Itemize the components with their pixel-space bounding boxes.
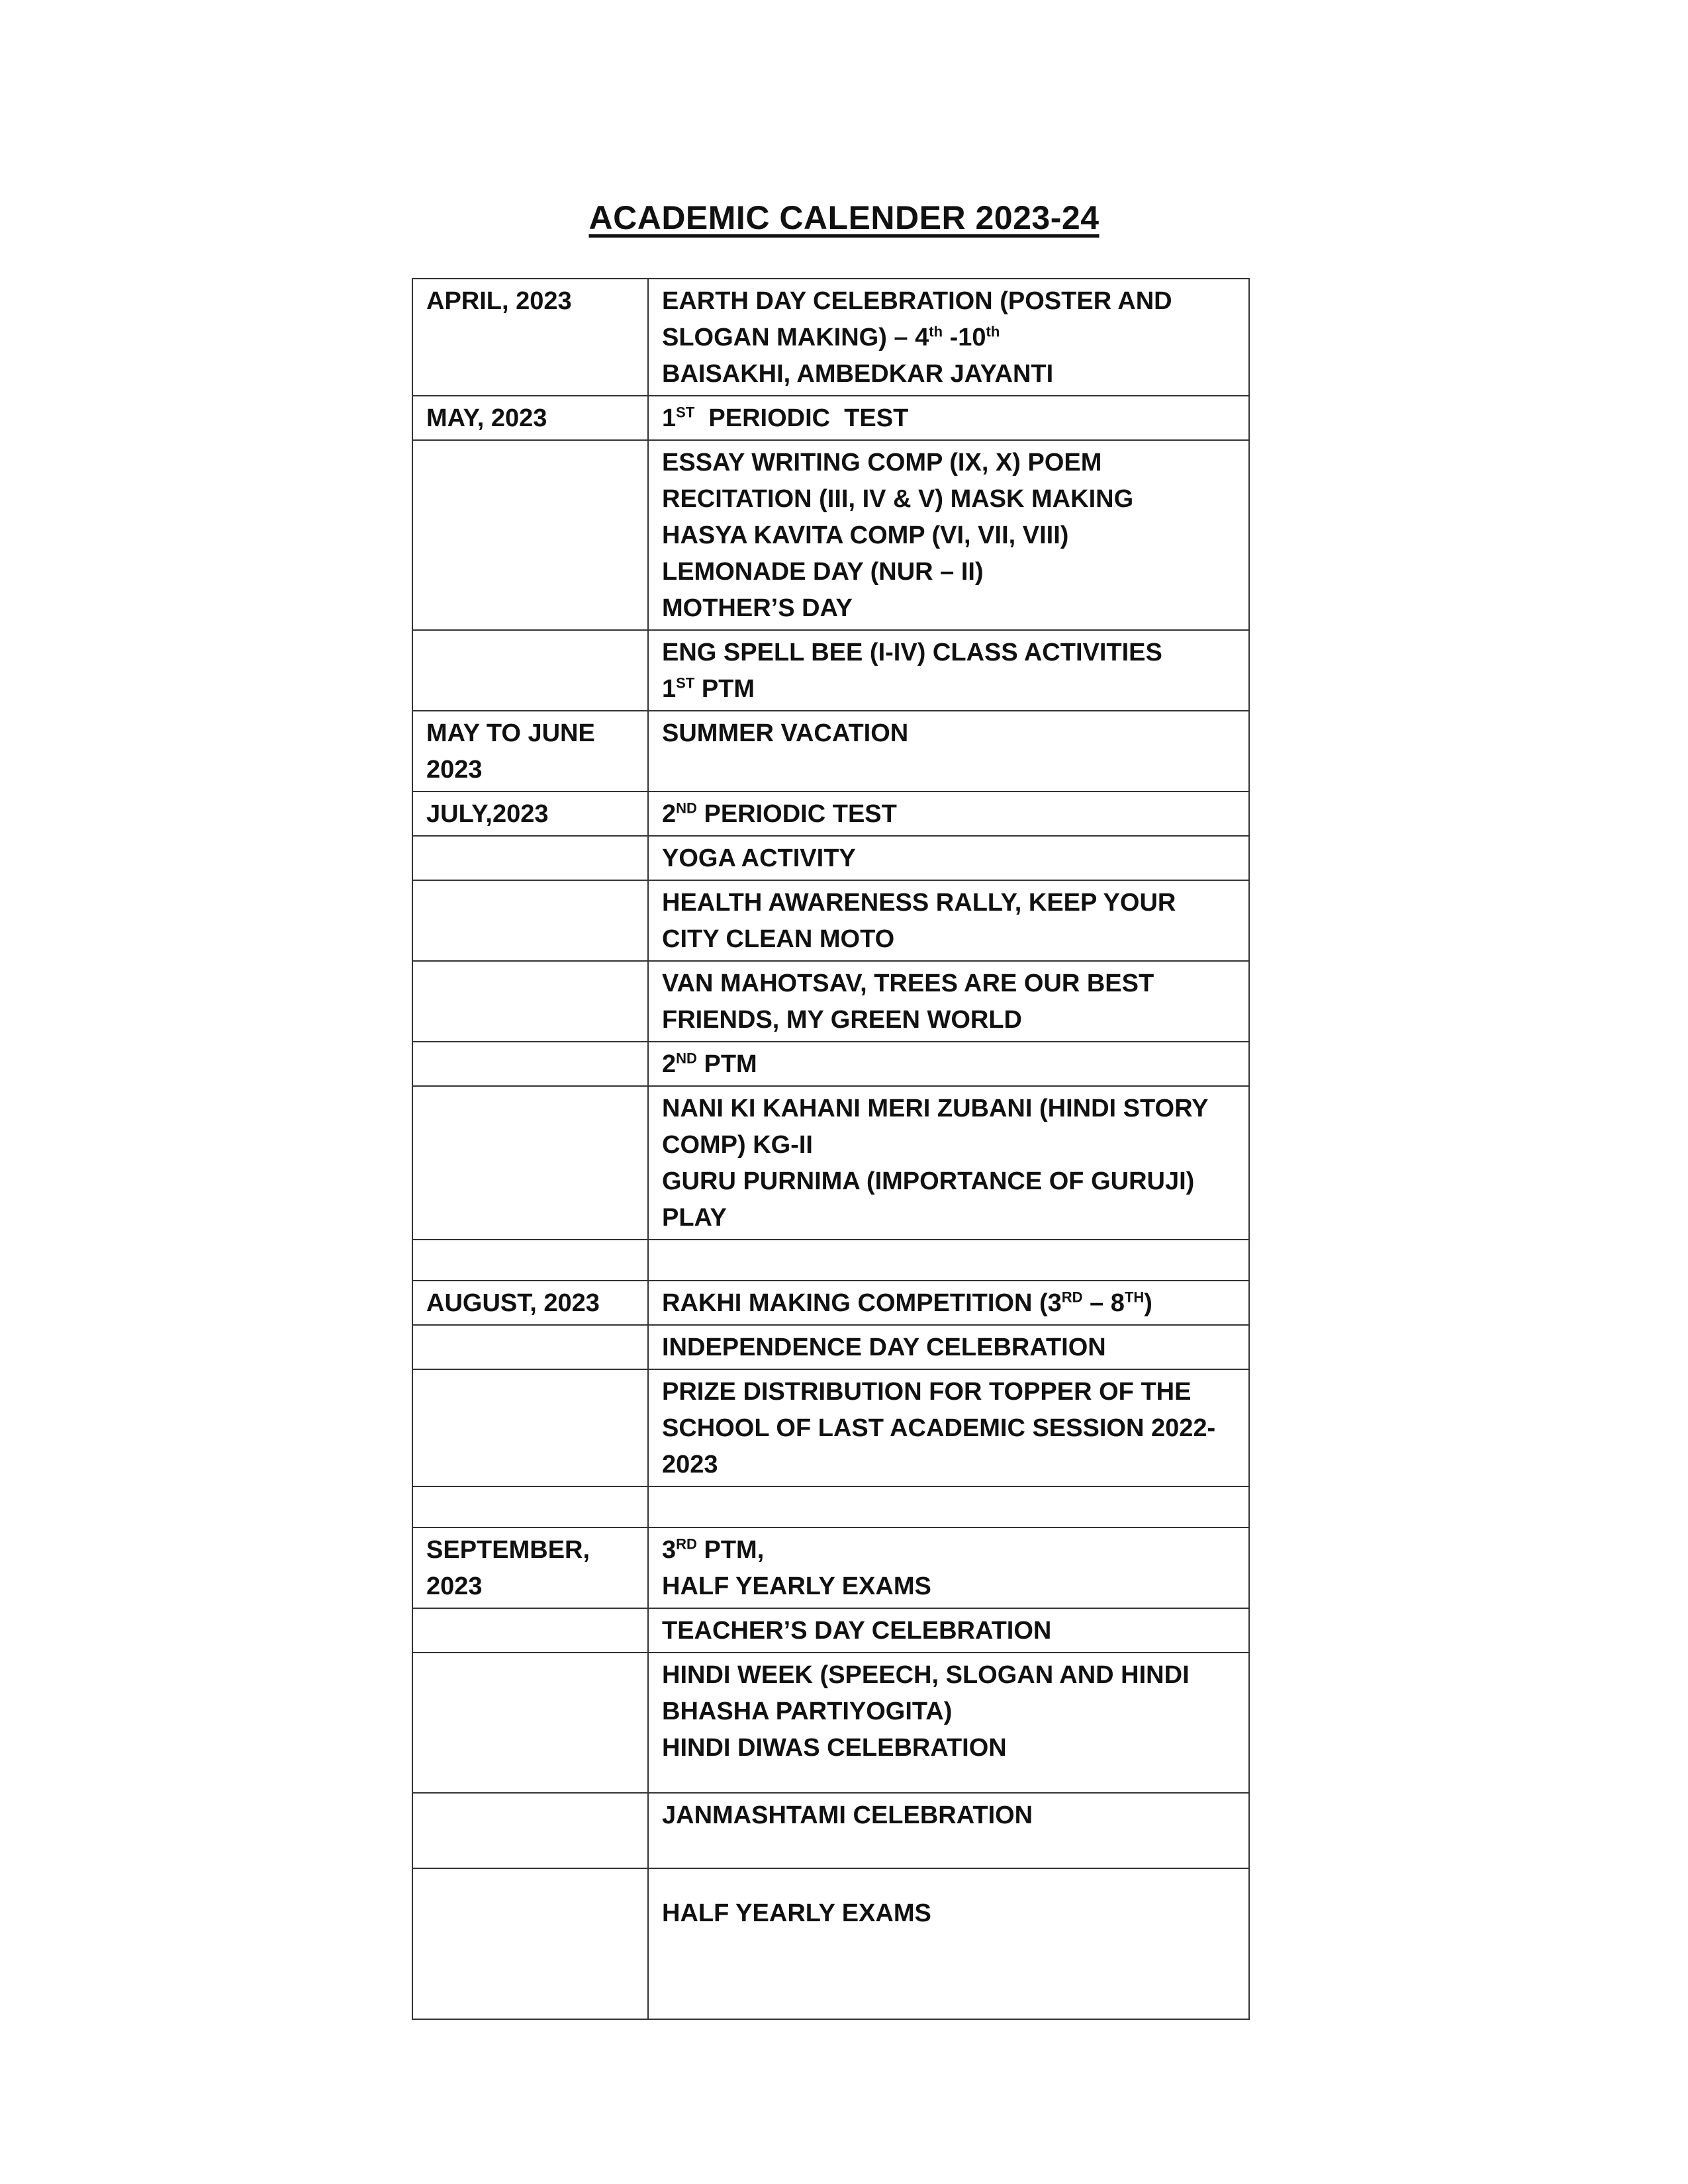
- table-row: [412, 1086, 1249, 1240]
- table-row: [412, 880, 1249, 961]
- table-row: [412, 836, 1249, 880]
- table-row: [412, 1281, 1249, 1325]
- page-title: ACADEMIC CALENDER 2023-24: [588, 199, 1100, 236]
- table-row: [412, 279, 1249, 396]
- activity-cell: HALF YEARLY EXAMS: [648, 1868, 1249, 2019]
- table-row: [412, 1486, 1249, 1527]
- table-row: [412, 792, 1249, 836]
- table-row: [412, 961, 1249, 1042]
- table-row: [412, 630, 1249, 711]
- month-cell: [412, 1608, 648, 1653]
- activity-cell: 2ND PTM: [648, 1042, 1249, 1086]
- table-row: [412, 1793, 1249, 1868]
- activity-cell: YOGA ACTIVITY: [648, 836, 1249, 880]
- month-cell: SEPTEMBER, 2023: [412, 1527, 648, 1608]
- activity-cell: PRIZE DISTRIBUTION FOR TOPPER OF THE SCHOOL OF LAST ACADEMIC SESSION 2022- 2023: [648, 1369, 1249, 1486]
- activity-cell: HEALTH AWARENESS RALLY, KEEP YOUR CITY CLEAN MOTO: [648, 880, 1249, 961]
- activity-cell: HINDI WEEK (SPEECH, SLOGAN AND HINDI BHASHA PARTIYOGITA) HINDI DIWAS CELEBRATION: [648, 1653, 1249, 1793]
- table-row: [412, 1240, 1249, 1281]
- activity-cell: ESSAY WRITING COMP (IX, X) POEM RECITATION (III, IV & V) MASK MAKING HASYA KAVITA COMP (VI, VII, VIII) LEMONADE DAY (NUR – II) MOTHER’S DAY: [648, 440, 1249, 630]
- activity-cell: JANMASHTAMI CELEBRATION: [648, 1793, 1249, 1868]
- month-cell: [412, 961, 648, 1042]
- activity-cell: [648, 1240, 1249, 1281]
- table-row: [412, 396, 1249, 440]
- activity-cell: [648, 279, 1249, 396]
- table-row: [412, 1369, 1249, 1486]
- month-cell: [412, 880, 648, 961]
- month-cell: [412, 1369, 648, 1486]
- month-cell: [412, 836, 648, 880]
- month-cell: [412, 440, 648, 630]
- table-row: [412, 440, 1249, 630]
- activity-cell: NANI KI KAHANI MERI ZUBANI (HINDI STORY COMP) KG-II GURU PURNIMA (IMPORTANCE OF GURUJI) PLAY: [648, 1086, 1249, 1240]
- activity-cell: INDEPENDENCE DAY CELEBRATION: [648, 1325, 1249, 1369]
- activity-cell: SUMMER VACATION: [648, 711, 1249, 792]
- month-cell: [412, 1042, 648, 1086]
- month-cell: APRIL, 2023: [412, 279, 648, 396]
- table-row: [412, 1325, 1249, 1369]
- calendar-table: [412, 278, 1250, 2020]
- activity-line: SLOGAN MAKING) – 4th -10th: [662, 323, 1000, 351]
- month-cell: [412, 1793, 648, 1868]
- table-row: [412, 1042, 1249, 1086]
- month-cell: MAY TO JUNE 2023: [412, 711, 648, 792]
- table-row: [412, 1527, 1249, 1608]
- month-cell: JULY,2023: [412, 792, 648, 836]
- activity-cell: [648, 1486, 1249, 1527]
- table-row: [412, 1868, 1249, 2019]
- activity-cell: 1ST PERIODIC TEST: [648, 396, 1249, 440]
- activity-cell: ENG SPELL BEE (I-IV) CLASS ACTIVITIES 1ST PTM: [648, 630, 1249, 711]
- table-row: [412, 1653, 1249, 1793]
- month-cell: AUGUST, 2023: [412, 1281, 648, 1325]
- activity-line: EARTH DAY CELEBRATION (POSTER AND: [662, 287, 1172, 315]
- month-cell: [412, 1486, 648, 1527]
- activity-cell: RAKHI MAKING COMPETITION (3RD – 8TH): [648, 1281, 1249, 1325]
- month-cell: [412, 1653, 648, 1793]
- month-cell: [412, 1240, 648, 1281]
- month-cell: [412, 1325, 648, 1369]
- activity-cell: 2ND PERIODIC TEST: [648, 792, 1249, 836]
- activity-line: BAISAKHI, AMBEDKAR JAYANTI: [662, 360, 1054, 388]
- month-cell: [412, 1086, 648, 1240]
- activity-cell: VAN MAHOTSAV, TREES ARE OUR BEST FRIENDS, MY GREEN WORLD: [648, 961, 1249, 1042]
- table-row: [412, 711, 1249, 792]
- table-row: [412, 1608, 1249, 1653]
- activity-cell: TEACHER’S DAY CELEBRATION: [648, 1608, 1249, 1653]
- activity-cell: 3RD PTM, HALF YEARLY EXAMS: [648, 1527, 1249, 1608]
- month-cell: [412, 1868, 648, 2019]
- month-cell: [412, 630, 648, 711]
- month-cell: MAY, 2023: [412, 396, 648, 440]
